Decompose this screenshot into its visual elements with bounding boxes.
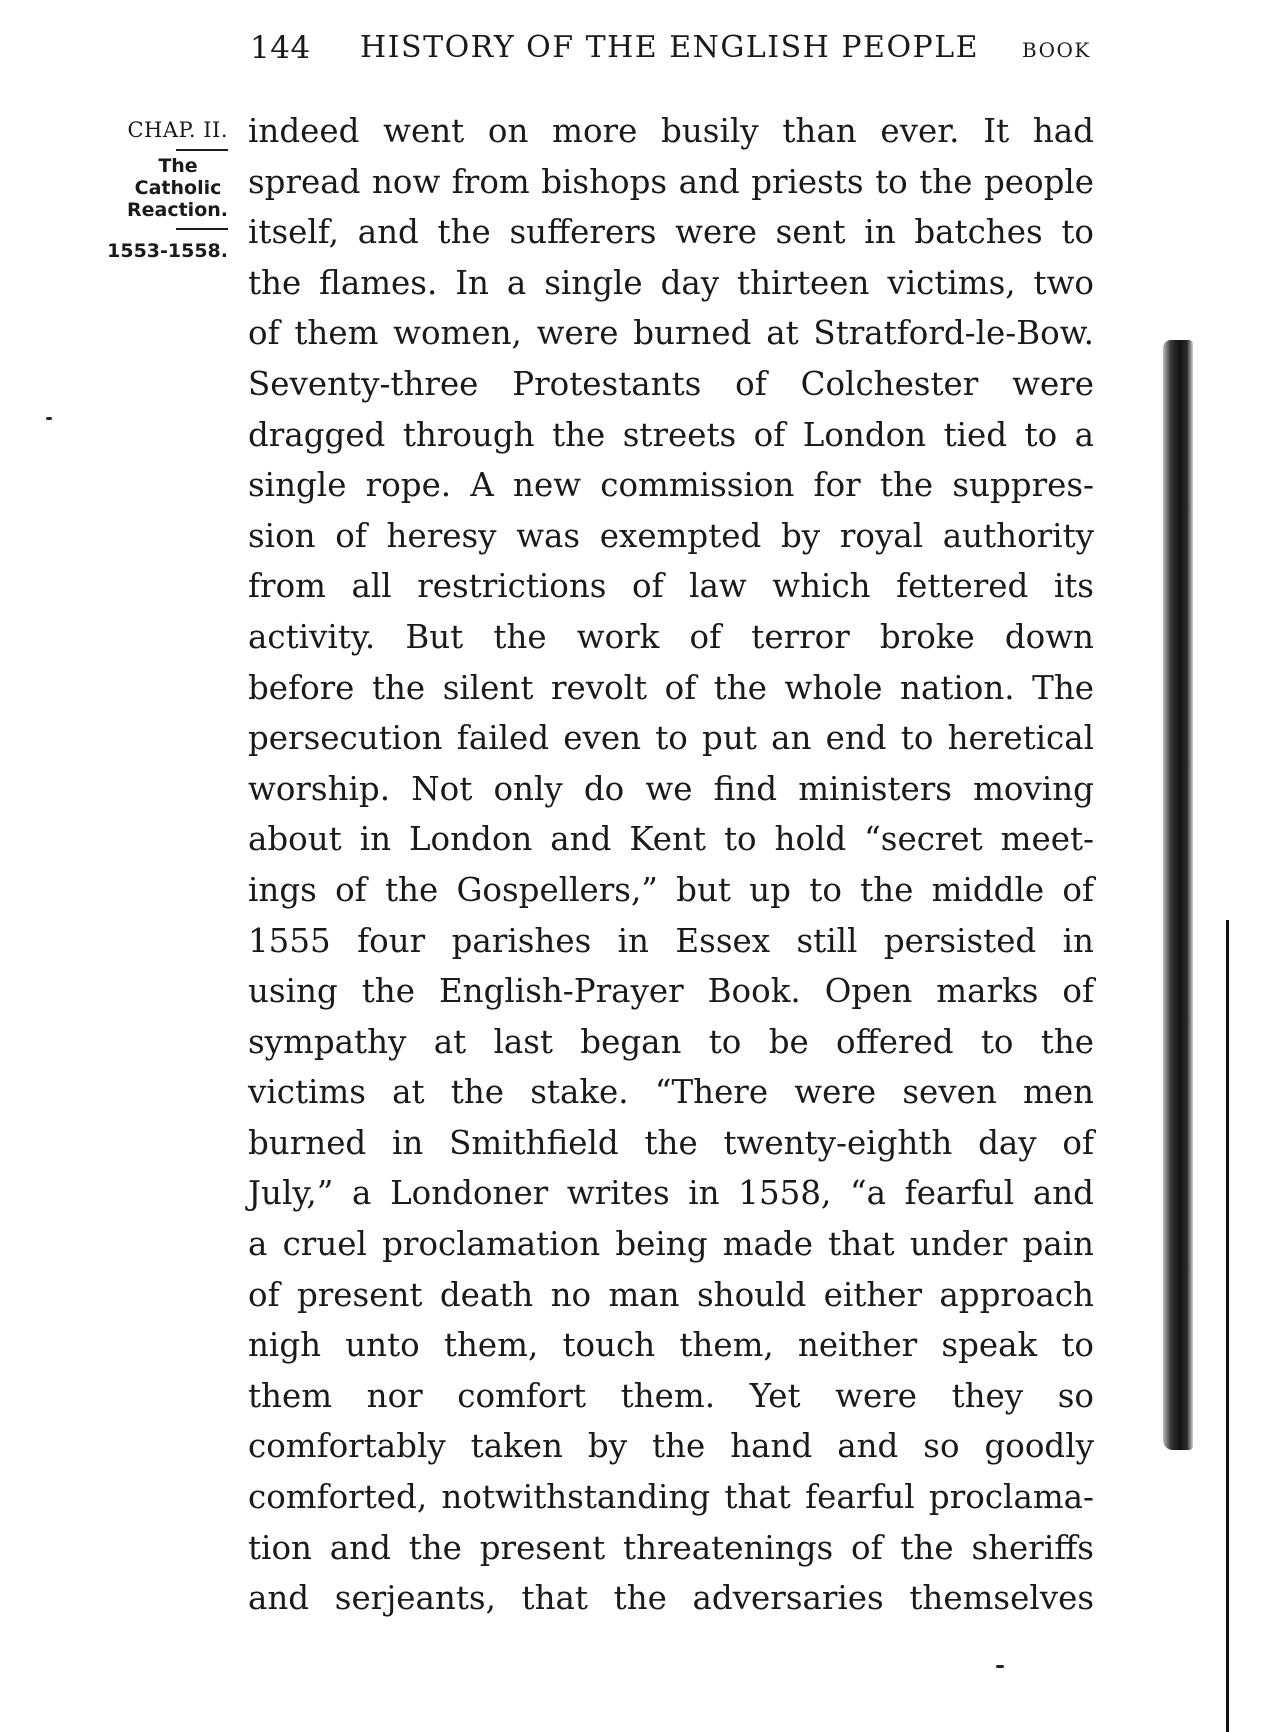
text-line: spread now from bishops and priests to the people xyxy=(248,162,1094,201)
scan-speck xyxy=(996,1665,1004,1668)
margin-topic-line: Reaction. xyxy=(127,199,228,221)
text-line: of present death no man should either approach xyxy=(248,1275,1094,1314)
text-line: indeed went on more busily than ever. It had xyxy=(248,112,1094,150)
page-edge-line xyxy=(1226,920,1229,1732)
text-line: tion and the present threatenings of the sheriffs xyxy=(248,1528,1094,1567)
text-line: comfortably taken by the hand and so goodly xyxy=(248,1427,1094,1466)
scan-shadow-edge xyxy=(1163,340,1193,1450)
text-line: ings of the Gospellers,” but up to the middle of xyxy=(248,870,1094,909)
page-number: 144 xyxy=(250,30,311,66)
chapter-label: CHAP. II. xyxy=(127,118,228,142)
body-text xyxy=(248,106,1094,1624)
text-line: sion of heresy was exempted by royal authority xyxy=(248,516,1094,555)
text-line: activity. But the work of terror broke down xyxy=(248,617,1094,656)
running-title: HISTORY OF THE ENGLISH PEOPLE xyxy=(360,30,980,65)
text-line: dragged through the streets of London tied to a xyxy=(248,415,1094,454)
text-line: burned in Smithfield the twenty-eighth day of xyxy=(248,1123,1094,1162)
margin-rule xyxy=(176,228,228,230)
text-line: using the English-Prayer Book. Open marks of xyxy=(248,972,1094,1011)
margin-topic-line: Catholic xyxy=(134,177,222,199)
text-line: sympathy at last began to be offered to the xyxy=(248,1022,1094,1061)
margin-notes xyxy=(88,118,228,262)
book-label: BOOK xyxy=(1022,38,1091,62)
text-line: a cruel proclamation being made that under pain xyxy=(248,1225,1094,1264)
text-line: and serjeants, that the adversaries themselves xyxy=(248,1579,1094,1618)
text-line: about in London and Kent to hold “secret meet- xyxy=(248,820,1094,859)
text-line: comforted, notwithstanding that fearful proclama- xyxy=(248,1478,1094,1517)
text-line: them nor comfort them. Yet were they so xyxy=(248,1376,1094,1415)
margin-dates: 1553-1558. xyxy=(107,240,228,262)
text-line: single rope. A new commission for the suppres- xyxy=(248,466,1094,505)
text-line: nigh unto them, touch them, neither speak to xyxy=(248,1326,1094,1365)
text-line: 1555 four parishes in Essex still persisted in xyxy=(248,921,1094,960)
text-line: the flames. In a single day thirteen victims, two xyxy=(248,263,1094,302)
text-line: worship. Not only do we find ministers moving xyxy=(248,769,1094,808)
text-line: of them women, were burned at Stratford-le-Bow. xyxy=(248,314,1094,353)
scan-speck xyxy=(46,417,52,420)
text-line: persecution failed even to put an end to heretical xyxy=(248,719,1094,758)
margin-rule xyxy=(176,149,228,151)
text-line: before the silent revolt of the whole nation. The xyxy=(248,668,1094,707)
page-header xyxy=(0,30,1273,70)
text-line: itself, and the sufferers were sent in batches to xyxy=(248,213,1094,252)
margin-topic-line: The xyxy=(158,155,198,177)
text-line: from all restrictions of law which fettered its xyxy=(248,567,1094,606)
text-line: victims at the stake. “There were seven men xyxy=(248,1073,1094,1112)
text-line: Seventy-three Protestants of Colchester were xyxy=(248,364,1094,403)
text-line: July,” a Londoner writes in 1558, “a fearful and xyxy=(248,1174,1094,1213)
